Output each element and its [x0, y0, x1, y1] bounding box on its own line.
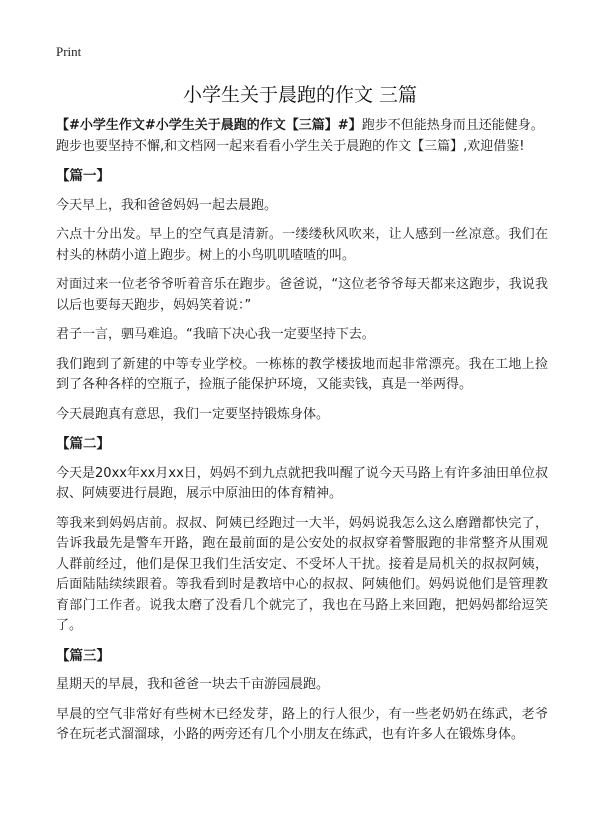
paragraph: 星期天的早晨，我和爸爸一块去千亩游园晨跑。 [56, 677, 330, 692]
paragraph: 早晨的空气非常好有些树木已经发芽，路上的行人很少，有一些老奶奶在练武，老爷爷在玩老式溜溜球，小路的两旁还有几个小朋友在练武，也有许多人在锻炼身体。 [56, 706, 548, 742]
paragraph: 六点十分出发。早上的空气真是清新。一缕缕秋风吹来，让人感到一丝凉意。我们在村头的林荫小道上跑步。树上的小鸟叽叽喳喳的叫。 [56, 227, 548, 263]
paragraph: 君子一言，驷马难追。“我暗下决心我一定要坚持下去。 [56, 327, 375, 342]
paragraph: 我们跑到了新建的中等专业学校。一栋栋的教学楼拔地而起非常漂亮。我在工地上捡到了各种各样的空瓶子，捡瓶子能保护环境，又能卖钱，真是一举两得。 [56, 356, 548, 392]
section-heading-2: 【篇二】 [56, 436, 110, 452]
paragraph: 等我来到妈妈店前。叔叔、阿姨已经跑过一大半，妈妈说我怎么这么磨蹭都快完了，告诉我最先是警车开路，跑在最前面的是公安处的叔叔穿着警服跑的非常整齐从围观人群前经过，他们是保卫我们生活安定、不受坏人干扰。接着是局机关的叔叔阿姨，后面陆陆续续跟着。等我看到时是教培中心的叔叔、阿姨他们。妈妈说他们是管理教育部门工作者。说我太磨了没看几个就完了，我也在马路上来回跑，把妈妈都给逗笑了。 [56, 515, 548, 633]
paragraph: 今天晨跑真有意思，我们一定要坚持锻炼身体。 [56, 406, 330, 422]
page-title: 小学生关于晨跑的作文 三篇 [182, 84, 418, 106]
print-label: Print [56, 44, 82, 59]
paragraph: 对面过来一位老爷爷听着音乐在跑步。爸爸说，“这位老爷爷每天都来这跑步，我说我以后也要每天跑步，妈妈笑着说：” [56, 277, 548, 313]
intro-text: 跑步不但能热身而且还能健身。跑步也要坚持不懈,和文档网一起来看看小学生关于晨跑的作文【三篇】,欢迎借鉴! [56, 118, 544, 154]
section-heading-1: 【篇一】 [56, 168, 110, 184]
paragraph: 今天是20xx年xx月xx日，妈妈不到九点就把我叫醒了说今天马路上有许多油田单位叔叔、阿姨要进行晨跑，展示中原油田的体育精神。 [56, 465, 548, 501]
article-body [56, 116, 548, 755]
intro-tag: 【#小学生作文#小学生关于晨跑的作文【三篇】#】 [56, 118, 362, 133]
intro-paragraph [56, 116, 548, 157]
paragraph: 今天早上，我和爸爸妈妈一起去晨跑。 [56, 197, 278, 213]
section-heading-3: 【篇三】 [56, 647, 110, 664]
